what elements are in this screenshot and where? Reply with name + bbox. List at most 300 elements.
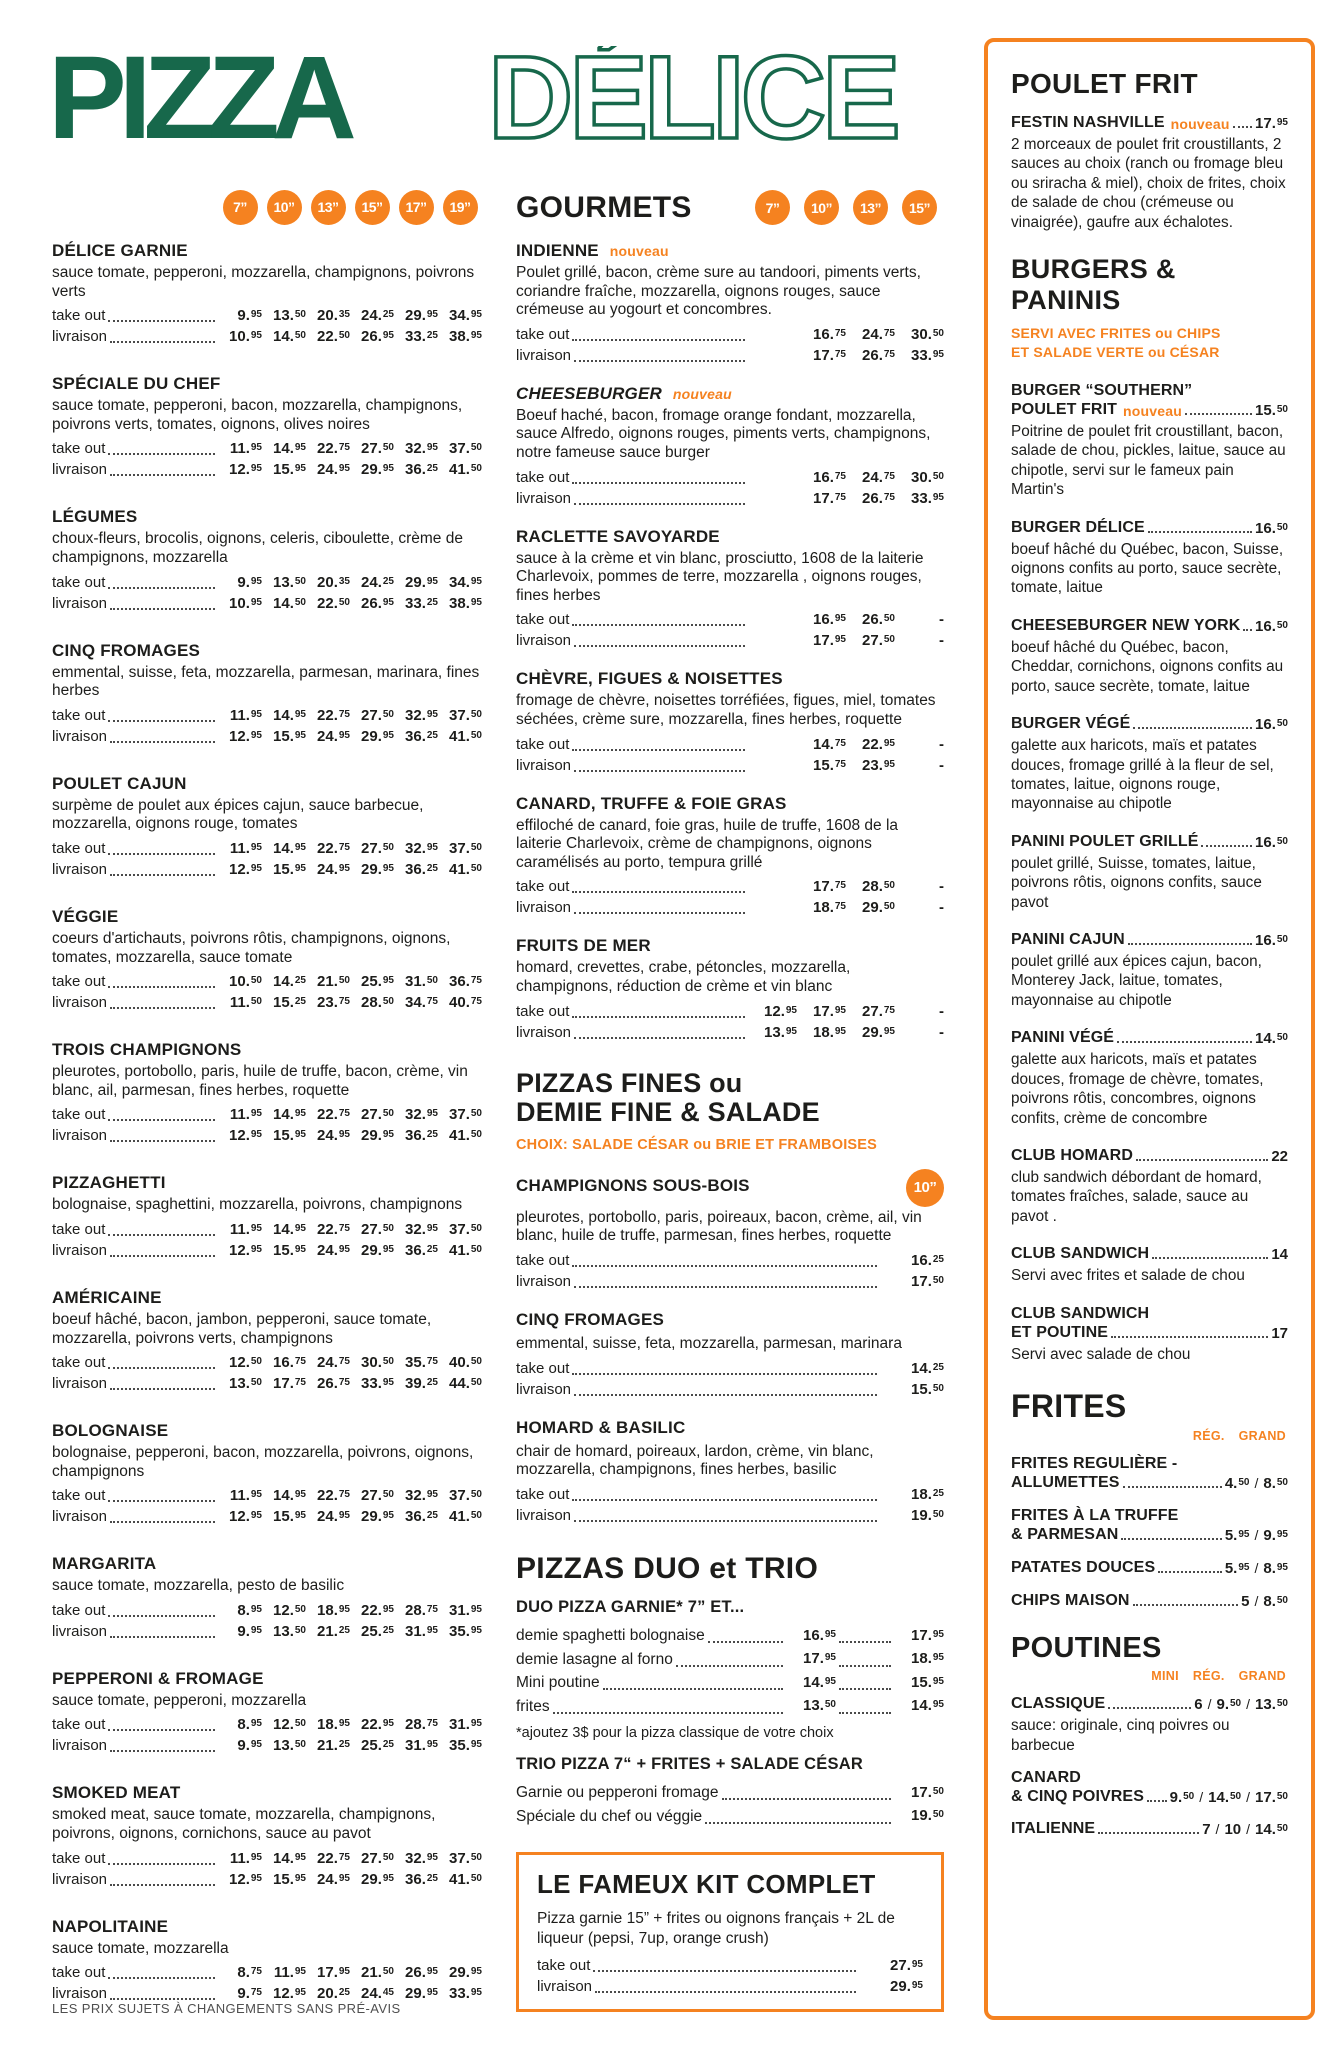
item-title: demie spaghetti bolognaise — [516, 1627, 705, 1645]
price-value: 22.95 — [862, 735, 895, 753]
price-value: 44.50 — [449, 1375, 482, 1393]
price-value: 25.95 — [361, 973, 394, 991]
price-value: 40.50 — [449, 1354, 482, 1372]
price-row — [516, 630, 944, 651]
item-title: & CINQ POIVRES — [1011, 1787, 1144, 1805]
price-dash: - — [939, 1023, 944, 1041]
price-value: 14.95 — [273, 839, 306, 857]
item-description: sauce à la crème et vin blanc, prosciutto, 1608 de la laiterie Charlevoix, pommes de terre, mozzarella , oignons rouges, fines herbes — [516, 549, 924, 604]
item-title: TROIS CHAMPIGNONS — [52, 1040, 242, 1060]
price-value: 40.75 — [449, 994, 482, 1012]
price-value: 18.95 — [813, 1023, 846, 1041]
item-title: CLUB SANDWICH — [1011, 1245, 1150, 1263]
item-description: sauce tomate, pepperoni, mozzarella — [52, 1691, 307, 1709]
item-prices: 6 / 9.50 / 13.50 — [1194, 1696, 1288, 1714]
price-value: 22.75 — [317, 1220, 350, 1238]
dot-leader — [572, 1499, 877, 1501]
item-price: 16.50 — [1255, 932, 1288, 950]
item-title: CANARD, TRUFFE & FOIE GRAS — [516, 793, 787, 813]
item-price: 17.95 — [1255, 115, 1288, 132]
item-price: 19.50 — [911, 1807, 944, 1825]
dot-leader — [108, 1615, 215, 1617]
price-value: 18.95 — [317, 1601, 350, 1619]
dot-leader — [108, 453, 215, 455]
price-value: 32.95 — [405, 1487, 438, 1505]
menu-item — [516, 384, 944, 509]
price-separator: / — [1207, 1696, 1212, 1713]
menu-item — [1011, 1769, 1288, 1806]
price-value: 18.75 — [813, 899, 846, 917]
price-row — [52, 1104, 482, 1125]
fines-title-line2: DEMIE FINE & SALADE — [516, 1096, 820, 1127]
price-label: take out — [52, 839, 106, 857]
item-title: CHÈVRE, FIGUES & NOISETTES — [516, 669, 783, 689]
price-value: 29.95 — [361, 1241, 394, 1259]
dot-leader — [839, 1641, 891, 1643]
left-size-badges — [52, 190, 482, 225]
item-title-line1: FRITES REGULIÈRE - — [1011, 1455, 1178, 1473]
price-value: 29.95 — [361, 461, 394, 479]
price-row — [516, 1505, 944, 1526]
item-title: DÉLICE GARNIE — [52, 241, 188, 260]
menu-item — [1011, 1507, 1288, 1544]
price-value: 37.50 — [449, 440, 482, 458]
item-title: RACLETTE SAVOYARDE — [516, 526, 720, 546]
dot-leader — [108, 720, 215, 722]
price-value: 29.95 — [361, 1508, 394, 1526]
item-description: chair de homard, poireaux, lardon, crème, vin blanc, mozzarella, champignons, fines herbes, basilic — [516, 1442, 874, 1479]
price-value — [895, 630, 944, 651]
price-value: 15.95 — [273, 860, 306, 878]
price-label: livraison — [52, 1622, 108, 1640]
item-price: 16.50 — [1255, 833, 1288, 851]
dot-leader — [574, 1394, 877, 1396]
price-value: 41.50 — [449, 727, 482, 745]
item-title: BURGER DÉLICE — [1011, 518, 1145, 536]
dot-leader — [1185, 413, 1252, 415]
logo-part-pizza: PIZZA — [52, 46, 349, 158]
price-row — [52, 726, 482, 747]
price-value: 41.50 — [449, 860, 482, 878]
price-value: 29.95 — [361, 1870, 394, 1888]
dot-leader — [110, 874, 215, 876]
price-value: 16.75 — [813, 468, 846, 486]
item-title: Spéciale du chef ou véggie — [516, 1807, 703, 1825]
price-value: 24.95 — [317, 461, 350, 479]
price-row — [516, 1001, 944, 1022]
price-value: 28.50 — [361, 994, 394, 1012]
size-badge: 10” — [267, 190, 302, 225]
dot-leader — [572, 891, 745, 893]
price-value: 27.50 — [361, 1106, 394, 1124]
price-value: 24.95 — [317, 1508, 350, 1526]
duo-item — [516, 1671, 944, 1695]
menu-columns — [52, 190, 944, 2031]
delivery-price: 15.95 — [911, 1673, 944, 1691]
duo-trio-title: PIZZAS DUO et TRIO — [516, 1551, 819, 1585]
price-value: 27.50 — [862, 632, 895, 650]
price-separator: / — [1254, 1593, 1259, 1610]
price-value: 13.50 — [273, 573, 306, 591]
price-value: 11.95 — [229, 1487, 262, 1505]
price-value — [895, 1022, 944, 1043]
price-value: 37.50 — [449, 1220, 482, 1238]
price-value: 14.95 — [273, 706, 306, 724]
item-description: emmental, suisse, feta, mozzarella, parmesan, marinara, fines herbes — [52, 663, 480, 700]
item-title: Garnie ou pepperoni fromage — [516, 1784, 719, 1802]
price-value: 26.95 — [405, 1964, 438, 1982]
dot-leader — [574, 912, 745, 914]
price-value: 24.25 — [361, 573, 394, 591]
gourmet-size-badges — [748, 190, 944, 225]
logo-svg — [52, 46, 944, 158]
price-value: 17.95 — [813, 1002, 846, 1020]
size-badge: 15” — [355, 190, 390, 225]
price-value: 12.50 — [273, 1716, 306, 1734]
price-separator: / — [1254, 1475, 1259, 1492]
item-description: Poulet grillé, bacon, crème sure au tandoori, piments verts, coriandre fraîche, mozzarella, oignons rouges, sauce crémeuse au yogourt et concombres. — [516, 264, 921, 319]
frites-title: FRITES — [1011, 1388, 1127, 1425]
middle-column — [516, 190, 944, 2031]
kit-description: Pizza garnie 15” + frites ou oignons français + 2L de liqueur (pepsi, 7up, orange crush) — [537, 1909, 895, 1947]
price-label: take out — [52, 440, 106, 458]
duo-list — [516, 1624, 944, 1718]
item-title: POULET FRIT — [1011, 400, 1117, 418]
menu-item — [1011, 1559, 1288, 1577]
gourmet-list — [516, 241, 944, 1043]
item-title: & PARMESAN — [1011, 1526, 1119, 1544]
price-dash: - — [939, 878, 944, 896]
price-value: 32.95 — [405, 1106, 438, 1124]
item-title: Mini poutine — [516, 1674, 600, 1692]
price-value: 13.50 — [273, 1622, 306, 1640]
price-value: 27.50 — [361, 839, 394, 857]
item-description: boeuf hâché, bacon, jambon, pepperoni, sauce tomate, mozzarella, poivrons verts, champignons — [52, 1310, 432, 1347]
price-value: 24.45 — [361, 1985, 394, 2003]
price-label: livraison — [52, 860, 108, 878]
item-description: effiloché de canard, foie gras, huile de truffe, 1608 de la laiterie Charlevoix, crème de champignons, oignons caramélisés au porto, tempura grillé — [516, 816, 899, 871]
new-badge: nouveau — [1170, 116, 1230, 132]
item-description: surpème de poulet aux épices cajun, sauce barbecue, mozzarella, oignons rouge, tomates — [52, 796, 424, 833]
dot-leader — [572, 1265, 877, 1267]
price-value: 22.75 — [317, 706, 350, 724]
price-value: 32.95 — [405, 440, 438, 458]
price-value: 14.25 — [273, 973, 306, 991]
item-description: 2 morceaux de poulet frit croustillants, 2 sauces au choix (ranch ou fromage bleu ou sriracha & miel), choix de frites, choix de salade de chou (crémeuse ou vinaigrée), gaufre aux échalotes. — [1011, 136, 1286, 231]
price-value: 41.50 — [449, 1127, 482, 1145]
item-price: 14.50 — [1255, 1030, 1288, 1048]
duo-heading-rest: PIZZA GARNIE* 7” ET... — [558, 1597, 745, 1616]
item-title: CLASSIQUE — [1011, 1695, 1106, 1713]
dot-leader — [1158, 1571, 1222, 1573]
price-value: 33.95 — [911, 489, 944, 507]
dot-leader — [708, 1641, 783, 1643]
menu-item — [516, 1418, 944, 1526]
price-value: 29.95 — [449, 1964, 482, 1982]
price-dash: - — [939, 899, 944, 917]
price-dash: - — [939, 632, 944, 650]
price-value: 29.95 — [405, 307, 438, 325]
price-value: 30.50 — [911, 325, 944, 343]
price-value: 32.95 — [405, 706, 438, 724]
price-value: 8.75 — [237, 1964, 262, 1982]
price-value: 13.95 — [764, 1023, 797, 1041]
gourmets-header — [516, 190, 944, 225]
price-value: 17.75 — [273, 1375, 306, 1393]
price-value: 16.95 — [813, 611, 846, 629]
price-value: 33.25 — [405, 328, 438, 346]
dot-leader — [1148, 531, 1252, 533]
price-label: livraison — [52, 328, 108, 346]
burgers-note — [1011, 324, 1288, 362]
price-dash: - — [939, 735, 944, 753]
menu-item — [52, 507, 482, 613]
price-value: 9.75 — [237, 1985, 262, 2003]
price-label: livraison — [516, 1380, 572, 1398]
price-row — [516, 1250, 944, 1271]
price-value: 11.50 — [229, 994, 262, 1012]
price-value: 10.95 — [229, 328, 262, 346]
item-title: PATATES DOUCES — [1011, 1559, 1156, 1577]
price-value: 14.95 — [273, 440, 306, 458]
price-value: 14.50 — [273, 594, 306, 612]
price-label: take out — [52, 307, 106, 325]
price-label: take out — [516, 325, 570, 343]
dot-leader — [1136, 1159, 1268, 1161]
item-title: ALLUMETTES — [1011, 1474, 1120, 1492]
price-value: 30.50 — [361, 1354, 394, 1372]
price-label: livraison — [516, 1023, 572, 1041]
price-row — [52, 438, 482, 459]
classic-pizzas-column — [52, 190, 482, 2031]
price-row — [52, 1869, 482, 1890]
price-label: take out — [516, 468, 570, 486]
price-label: livraison — [516, 756, 572, 774]
price-value: 11.95 — [273, 1964, 306, 1982]
price-value: 31.95 — [405, 1737, 438, 1755]
price-value: 15.95 — [273, 1870, 306, 1888]
price-value: 30.50 — [911, 468, 944, 486]
dot-leader — [108, 1119, 215, 1121]
price-value: 31.50 — [405, 973, 438, 991]
poutines-list — [1011, 1695, 1288, 1838]
price-value: 41.50 — [449, 1508, 482, 1526]
price-value: 8.95 — [237, 1601, 262, 1619]
price-value — [895, 609, 944, 630]
item-title: PIZZAGHETTI — [52, 1173, 166, 1193]
item-price: 15.50 — [1255, 401, 1288, 419]
price-dash: - — [939, 756, 944, 774]
item-title: VÉGGIE — [52, 906, 119, 926]
item-description: pleurotes, portobollo, paris, huile de truffe, bacon, crème, vin blanc, ail, parmesan, fines herbes, roquette — [52, 1063, 468, 1099]
price-label: take out — [516, 1002, 570, 1020]
price-value: 28.75 — [405, 1601, 438, 1619]
price-value: 36.75 — [449, 973, 482, 991]
item-title: ITALIENNE — [1011, 1819, 1096, 1837]
menu-item — [516, 1169, 944, 1292]
menu-item — [516, 1310, 944, 1400]
duo-heading — [516, 1598, 944, 1617]
item-description: club sandwich débordant de homard, tomates fraîches, salade, sauce au pavot . — [1011, 1169, 1262, 1225]
delivery-price: 18.95 — [911, 1650, 944, 1668]
menu-item — [1011, 1592, 1288, 1610]
menu-item — [1011, 519, 1288, 598]
new-badge: nouveau — [672, 385, 732, 402]
right-panel — [984, 38, 1315, 2020]
price-row — [516, 876, 944, 897]
item-description: bolognaise, spaghettini, mozzarella, poivrons, champignons — [52, 1196, 463, 1214]
price-row — [52, 1485, 482, 1506]
item-price: 16.50 — [1255, 617, 1288, 635]
price-label: livraison — [52, 461, 108, 479]
item-description: galette aux haricots, maïs et patates douces, fromage grillé à la fleur de sel, tomates, laitue, oignons rouge, mayonnaise au chipotle — [1011, 737, 1274, 813]
price-value: 24.95 — [317, 860, 350, 878]
menu-item — [52, 1554, 482, 1642]
price-label: livraison — [516, 489, 572, 507]
price-value: 12.50 — [229, 1354, 262, 1372]
price-value — [895, 755, 944, 776]
dot-leader — [722, 1798, 892, 1800]
price-value: 37.50 — [449, 706, 482, 724]
price-label: livraison — [52, 1985, 108, 2003]
price-value: 29.95 — [862, 1023, 895, 1041]
size-badge: 10” — [804, 190, 839, 225]
price-value: 29.95 — [361, 1127, 394, 1145]
burgers-title: BURGERS & PANINIS — [1011, 254, 1176, 316]
price-label: livraison — [52, 1737, 108, 1755]
price-row — [52, 593, 482, 614]
price-value: 11.95 — [229, 839, 262, 857]
item-title: BOLOGNAISE — [52, 1421, 169, 1441]
price-value: 38.95 — [449, 594, 482, 612]
menu-item — [516, 241, 944, 366]
price-value: 11.95 — [229, 1220, 262, 1238]
price-separator: / — [1246, 1696, 1251, 1713]
dot-leader — [705, 1822, 891, 1824]
price-value: 20.35 — [317, 307, 350, 325]
price-value: 33.25 — [405, 594, 438, 612]
price-row — [516, 1358, 944, 1379]
price-value: 32.95 — [405, 839, 438, 857]
price-value: 13.50 — [273, 307, 306, 325]
price-value: 20.35 — [317, 573, 350, 591]
price-value: 21.50 — [317, 973, 350, 991]
price-value: 22.50 — [317, 328, 350, 346]
price-label: take out — [52, 1220, 106, 1238]
duo-item — [516, 1694, 944, 1718]
price-value: 26.50 — [862, 611, 895, 629]
price-value: 24.75 — [317, 1354, 350, 1372]
price-label: take out — [52, 1106, 106, 1124]
price-row — [516, 324, 944, 345]
dot-leader — [572, 624, 745, 626]
dot-leader — [572, 749, 745, 751]
fines-subtitle: CHOIX: SALADE CÉSAR ou BRIE ET FRAMBOISES — [516, 1136, 878, 1153]
dot-leader — [110, 1998, 215, 2000]
price-label: livraison — [516, 899, 572, 917]
dot-leader — [110, 1750, 215, 1752]
price-value: 41.50 — [449, 1870, 482, 1888]
item-description: sauce tomate, pepperoni, bacon, mozzarella, champignons, poivrons verts, tomates, oignons, olives noires — [52, 397, 463, 433]
item-price: 22 — [1271, 1148, 1288, 1166]
price-label: take out — [52, 1354, 106, 1372]
price-value: 29.95 — [361, 860, 394, 878]
item-title: CHIPS MAISON — [1011, 1592, 1130, 1610]
logo-part-delice: DÉLICE — [488, 46, 897, 158]
takeout-price: 13.50 — [803, 1697, 836, 1715]
price-value: 15.95 — [273, 727, 306, 745]
duo-item — [516, 1647, 944, 1671]
price-label: livraison — [52, 727, 108, 745]
item-title: BURGER VÉGÉ — [1011, 715, 1131, 733]
menu-item — [52, 1040, 482, 1146]
price-label: livraison — [52, 1508, 108, 1526]
dot-leader — [108, 1500, 215, 1502]
dot-leader — [108, 587, 215, 589]
duo-item — [516, 1624, 944, 1648]
price-value: 22.50 — [317, 594, 350, 612]
price-value: 33.95 — [449, 1985, 482, 2003]
price-label: livraison — [516, 346, 572, 364]
fines-section — [516, 1069, 944, 1526]
price-value: 12.95 — [229, 860, 262, 878]
price-row — [537, 1955, 923, 1976]
dot-leader — [110, 1007, 215, 1009]
size-badge: 7” — [223, 190, 258, 225]
size-badge: 17” — [399, 190, 434, 225]
price-row — [52, 992, 482, 1013]
item-prices: 9.50 / 14.50 / 17.50 — [1169, 1788, 1288, 1806]
dot-leader — [572, 1373, 877, 1375]
price-label: livraison — [52, 1870, 108, 1888]
dot-leader — [574, 1037, 745, 1039]
poulet-frit-list — [1011, 114, 1288, 232]
price-value: 12.95 — [273, 1985, 306, 2003]
menu-item — [1011, 382, 1288, 500]
price-value: 17.75 — [813, 346, 846, 364]
frites-column-labels — [1011, 1429, 1286, 1443]
classic-pizza-list — [52, 241, 482, 2004]
price-value: 21.50 — [361, 1964, 394, 1982]
dot-leader — [574, 360, 745, 362]
price-label: take out — [52, 1716, 106, 1734]
price-row — [52, 859, 482, 880]
price-value: 36.25 — [405, 1870, 438, 1888]
dot-leader — [839, 1688, 891, 1690]
menu-item — [52, 1917, 482, 2005]
takeout-price: 14.95 — [803, 1673, 836, 1691]
burgers-list — [1011, 382, 1288, 1364]
dot-leader — [1233, 126, 1252, 128]
item-title: PANINI VÉGÉ — [1011, 1029, 1115, 1047]
item-prices: 4.50 / 8.50 — [1224, 1475, 1288, 1493]
item-price: 17 — [1271, 1324, 1288, 1342]
price-value: 17.95 — [813, 632, 846, 650]
item-title: LÉGUMES — [52, 507, 138, 527]
item-title: frites — [516, 1697, 550, 1715]
price-value: 24.25 — [361, 307, 394, 325]
dot-leader — [110, 474, 215, 476]
item-title: SMOKED MEAT — [52, 1783, 181, 1803]
menu-item — [516, 794, 944, 919]
price-value: 22.95 — [361, 1601, 394, 1619]
item-description: boeuf hâché du Québec, bacon, Suisse, oignons confits au porto, sauce secrète, tomate, laitue — [1011, 540, 1284, 597]
dot-leader — [110, 1521, 215, 1523]
item-title: CINQ FROMAGES — [52, 640, 201, 660]
price-value: 29.95 — [890, 1978, 923, 1996]
price-value: 29.95 — [405, 573, 438, 591]
price-value: 34.95 — [449, 307, 482, 325]
